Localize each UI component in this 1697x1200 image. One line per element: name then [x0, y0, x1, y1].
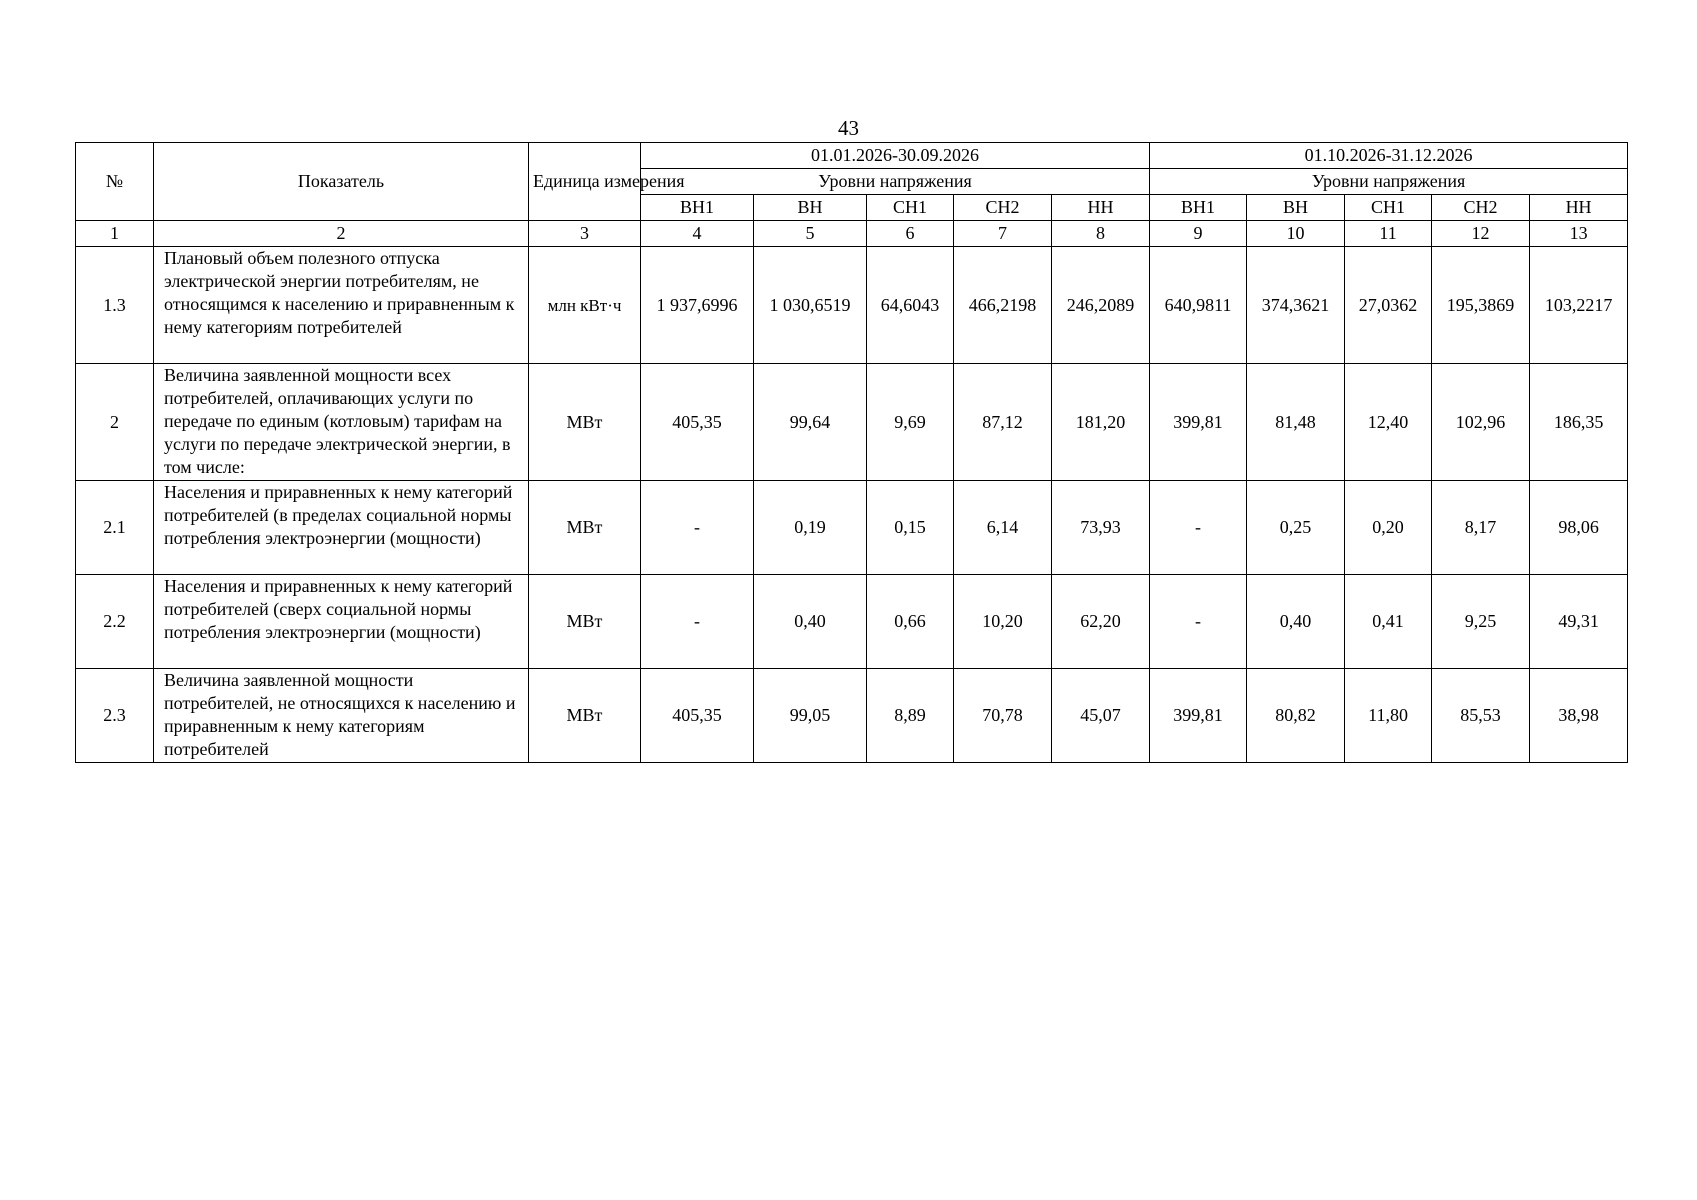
row-value: -: [641, 575, 754, 669]
row-unit: МВт: [529, 481, 641, 575]
row-value: 8,89: [867, 669, 954, 763]
header-voltage: СН1: [867, 195, 954, 221]
table-row: [76, 364, 1628, 481]
row-value: 195,3869: [1432, 247, 1530, 364]
row-value: 102,96: [1432, 364, 1530, 481]
row-num: 2.2: [76, 575, 154, 669]
row-value: 73,93: [1052, 481, 1150, 575]
column-numbers-row: [76, 221, 1628, 247]
row-value: 10,20: [954, 575, 1052, 669]
header-voltage: СН1: [1345, 195, 1432, 221]
column-number: 13: [1530, 221, 1628, 247]
row-value: 11,80: [1345, 669, 1432, 763]
row-value: 181,20: [1052, 364, 1150, 481]
row-value: 12,40: [1345, 364, 1432, 481]
row-value: 99,64: [754, 364, 867, 481]
row-indicator: Величина заявленной мощности потребителей, не относящихся к населению и приравненным к нему категориям потребителей: [154, 669, 529, 763]
tariff-table: [75, 142, 1628, 763]
row-value: 0,19: [754, 481, 867, 575]
row-value: 38,98: [1530, 669, 1628, 763]
row-value: 6,14: [954, 481, 1052, 575]
row-num: 2.3: [76, 669, 154, 763]
row-value: 8,17: [1432, 481, 1530, 575]
row-indicator: Населения и приравненных к нему категорий потребителей (сверх социальной нормы потребления электроэнергии (мощности): [154, 575, 529, 669]
header-period-1: 01.01.2026-30.09.2026: [641, 143, 1150, 169]
column-number: 7: [954, 221, 1052, 247]
row-value: 0,66: [867, 575, 954, 669]
row-value: 0,41: [1345, 575, 1432, 669]
row-value: 1 030,6519: [754, 247, 867, 364]
row-value: 399,81: [1150, 669, 1247, 763]
row-value: 0,40: [754, 575, 867, 669]
header-voltage: ВН: [1247, 195, 1345, 221]
row-unit: млн кВт·ч: [529, 247, 641, 364]
column-number: 10: [1247, 221, 1345, 247]
row-num: 2.1: [76, 481, 154, 575]
header-voltage: ВН1: [641, 195, 754, 221]
row-value: -: [1150, 575, 1247, 669]
row-unit: МВт: [529, 669, 641, 763]
row-value: 0,15: [867, 481, 954, 575]
row-value: -: [641, 481, 754, 575]
header-period-2: 01.10.2026-31.12.2026: [1150, 143, 1628, 169]
row-value: 64,6043: [867, 247, 954, 364]
row-value: 0,20: [1345, 481, 1432, 575]
header-voltage: СН2: [1432, 195, 1530, 221]
column-number: 4: [641, 221, 754, 247]
row-value: 98,06: [1530, 481, 1628, 575]
header-voltage: ВН1: [1150, 195, 1247, 221]
column-number: 9: [1150, 221, 1247, 247]
row-value: 9,69: [867, 364, 954, 481]
column-number: 8: [1052, 221, 1150, 247]
table-row: [76, 247, 1628, 364]
row-value: 80,82: [1247, 669, 1345, 763]
row-value: 9,25: [1432, 575, 1530, 669]
row-value: 81,48: [1247, 364, 1345, 481]
column-number: 3: [529, 221, 641, 247]
row-value: 62,20: [1052, 575, 1150, 669]
row-num: 1.3: [76, 247, 154, 364]
row-value: 87,12: [954, 364, 1052, 481]
header-unit: Единица измерения: [529, 143, 641, 221]
header-indicator: Показатель: [154, 143, 529, 221]
row-unit: МВт: [529, 364, 641, 481]
row-value: 186,35: [1530, 364, 1628, 481]
row-indicator: Населения и приравненных к нему категорий потребителей (в пределах социальной нормы потребления электроэнергии (мощности): [154, 481, 529, 575]
column-number: 11: [1345, 221, 1432, 247]
table-row: [76, 575, 1628, 669]
row-value: 374,3621: [1247, 247, 1345, 364]
row-value: -: [1150, 481, 1247, 575]
header-voltage-levels-1: Уровни напряжения: [641, 169, 1150, 195]
column-number: 1: [76, 221, 154, 247]
row-value: 49,31: [1530, 575, 1628, 669]
row-value: 45,07: [1052, 669, 1150, 763]
row-value: 70,78: [954, 669, 1052, 763]
header-voltage: НН: [1052, 195, 1150, 221]
row-indicator: Плановый объем полезного отпуска электрической энергии потребителям, не относящимся к населению и приравненным к нему категориям потребителей: [154, 247, 529, 364]
table-row: [76, 669, 1628, 763]
table-row: [76, 481, 1628, 575]
row-value: 0,25: [1247, 481, 1345, 575]
page-number: 43: [838, 116, 859, 140]
header-voltage: СН2: [954, 195, 1052, 221]
row-value: 99,05: [754, 669, 867, 763]
row-value: 405,35: [641, 364, 754, 481]
row-value: 466,2198: [954, 247, 1052, 364]
row-value: 399,81: [1150, 364, 1247, 481]
row-value: 103,2217: [1530, 247, 1628, 364]
row-value: 0,40: [1247, 575, 1345, 669]
column-number: 5: [754, 221, 867, 247]
row-value: 640,9811: [1150, 247, 1247, 364]
row-unit: МВт: [529, 575, 641, 669]
row-value: 246,2089: [1052, 247, 1150, 364]
column-number: 2: [154, 221, 529, 247]
header-row-periods: [76, 143, 1628, 169]
header-voltage: НН: [1530, 195, 1628, 221]
row-value: 405,35: [641, 669, 754, 763]
row-value: 1 937,6996: [641, 247, 754, 364]
header-voltage: ВН: [754, 195, 867, 221]
column-number: 6: [867, 221, 954, 247]
row-indicator: Величина заявленной мощности всех потребителей, оплачивающих услуги по передаче по единым (котловым) тарифам на услуги по передаче электрической энергии, в том числе:: [154, 364, 529, 481]
column-number: 12: [1432, 221, 1530, 247]
header-voltage-levels-2: Уровни напряжения: [1150, 169, 1628, 195]
header-num: №: [76, 143, 154, 221]
row-value: 27,0362: [1345, 247, 1432, 364]
row-value: 85,53: [1432, 669, 1530, 763]
row-num: 2: [76, 364, 154, 481]
